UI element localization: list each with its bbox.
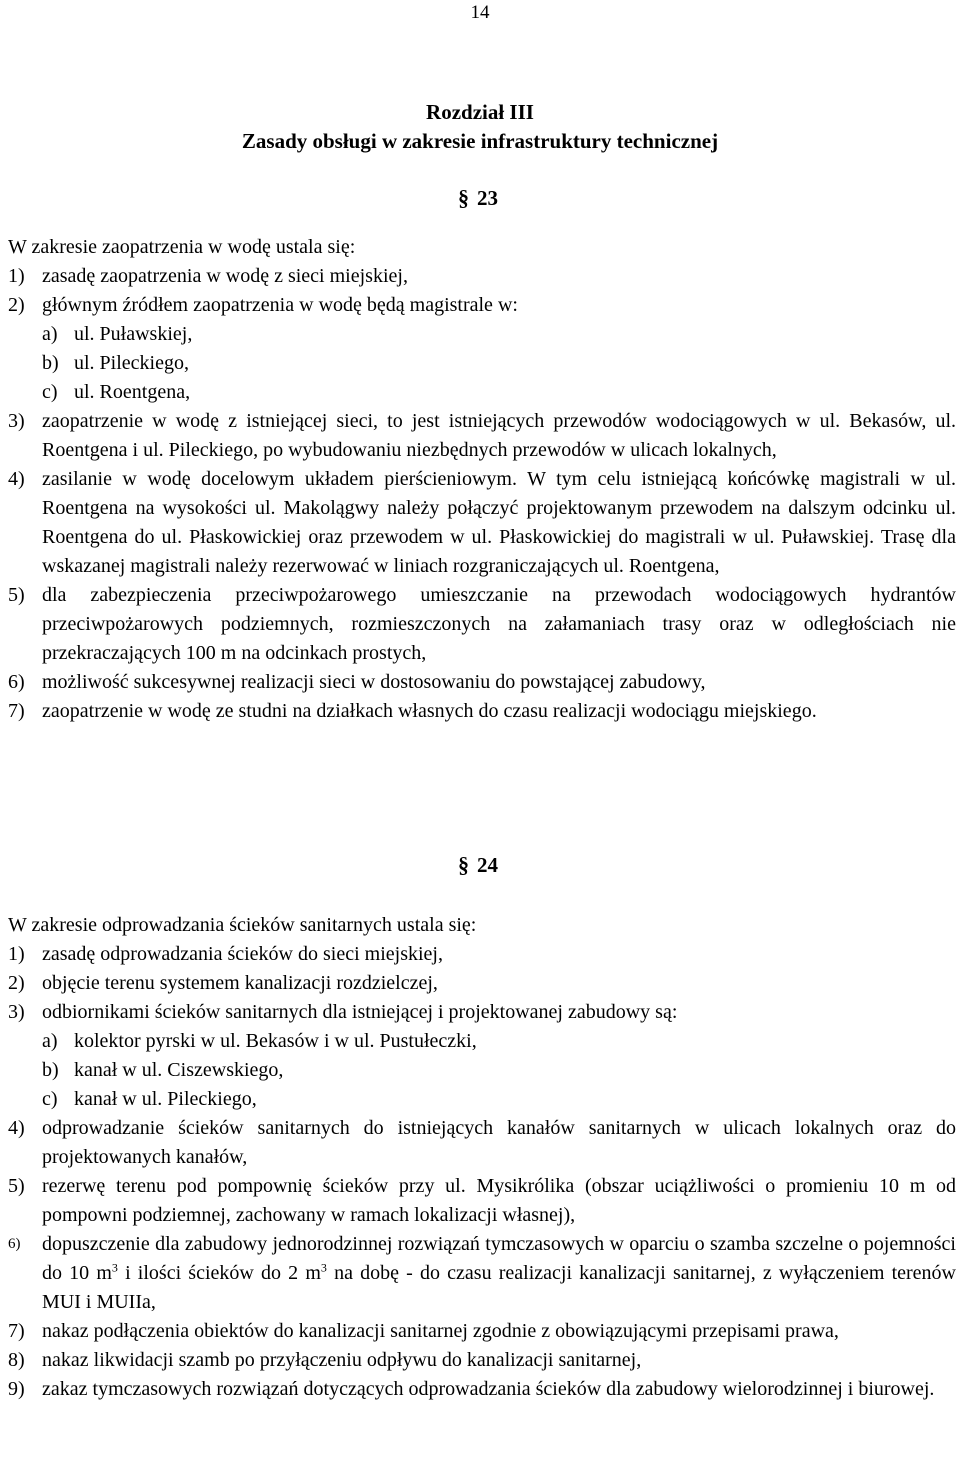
sub-list-item: b) kanał w ul. Ciszewskiego, (42, 1059, 284, 1081)
list-item: 4) odprowadzanie ścieków sanitarnych do istniejących kanałów sanitarnych w ulicach lokalnych oraz do projektowanych kanałów, (8, 1117, 956, 1168)
list-item: 2) objęcie terenu systemem kanalizacji rozdzielczej, (8, 972, 438, 994)
list-item: 5) dla zabezpieczenia przeciwpożarowego umieszczanie na przewodach wodociągowych hydrantów przeciwpożarowych podziemnych, rozmieszczonych na załamaniach trasy oraz w odległościach nie przekraczających 100 m na odcinkach prostych, (8, 584, 956, 664)
list-item: 1) zasadę odprowadzania ścieków do sieci miejskiej, (8, 943, 443, 965)
section-23-heading (458, 185, 498, 211)
chapter-heading (0, 98, 960, 156)
chapter-subtitle: Zasady obsługi w zakresie infrastruktury technicznej (241, 129, 719, 153)
section-number: 24 (477, 853, 498, 877)
paragraph-symbol: § (458, 185, 469, 210)
sub-list-item: a) kolektor pyrski w ul. Bekasów i w ul. Pustułeczki, (42, 1030, 477, 1052)
paragraph-symbol: § (458, 852, 469, 877)
list-item: 8) nakaz likwidacji szamb po przyłączeniu odpływu do kanalizacji sanitarnej, (8, 1349, 642, 1371)
list-item: 3) zaopatrzenie w wodę z istniejącej sieci, to jest istniejących przewodów wodociągowych w ul. Bekasów, ul. Roentgena i ul. Pileckiego, po wybudowaniu niezbędnych przewodów w ulicach lokalnych, (8, 410, 956, 461)
section-number: 23 (477, 186, 498, 210)
list-item: 6) możliwość sukcesywnej realizacji sieci w dostosowaniu do powstającej zabudowy, (8, 671, 706, 693)
sub-list-item: c) kanał w ul. Pileckiego, (42, 1088, 257, 1110)
sub-list-item: b) ul. Pileckiego, (42, 352, 189, 374)
list-item: 7) zaopatrzenie w wodę ze studni na działkach własnych do czasu realizacji wodociągu miejskiego. (8, 700, 817, 722)
section-24-heading (458, 852, 498, 878)
list-item: 6) dopuszczenie dla zabudowy jednorodzinnej rozwiązań tymczasowych w oparciu o szamba szczelne o pojemności do 10 $m^3$ i ilości ścieków do 2 $m^3$ na dobę - do czasu realizacji kanalizacji sanitarnej, z wyłączeniem terenów MUI i MUIIa, (8, 1233, 957, 1313)
list-item: 5) rezerwę terenu pod pompownię ścieków przy ul. Mysikrólika (obszar uciążliwości o promieniu 10 m od pompowni podziemnej, zachowany w ramach lokalizacji własnej), (8, 1175, 956, 1226)
list-item: 9) zakaz tymczasowych rozwiązań dotyczących odprowadzania ścieków dla zabudowy wielorodzinnej i biurowej. (8, 1378, 935, 1400)
sub-list-item: a) ul. Puławskiej, (42, 323, 193, 345)
list-item: 1) zasadę zaopatrzenia w wodę z sieci miejskiej, (8, 265, 408, 287)
list-item: 3) odbiornikami ścieków sanitarnych dla istniejącej i projektowanej zabudowy są: (8, 1001, 678, 1023)
section-23-body (8, 233, 956, 726)
section-intro: W zakresie zaopatrzenia w wodę ustala się: (8, 236, 356, 258)
chapter-title: Rozdział III (426, 100, 534, 124)
sub-list-item: c) ul. Roentgena, (42, 381, 191, 403)
page-number: 14 (470, 2, 490, 23)
list-item: 4) zasilanie w wodę docelowym układem pierścieniowym. W tym celu istniejącą końcówkę magistrali w ul. Roentgena na wysokości ul. Makolągwy należy połączyć projektowanym przewodem na dalszym odcinku ul. Roentgena do ul. Płaskowickiej oraz przewodem w ul. Płaskowickiej do magistrali w ul. Puławskiej. Trasę dla wskazanej magistrali należy rezerwować w liniach rozgraniczających ul. Roentgena, (8, 468, 956, 577)
list-item: 2) głównym źródłem zaopatrzenia w wodę będą magistrale w: (8, 294, 518, 316)
list-item: 7) nakaz podłączenia obiektów do kanalizacji sanitarnej zgodnie z obowiązującymi przepisami prawa, (8, 1320, 839, 1342)
section-24-body (8, 911, 956, 1404)
section-intro: W zakresie odprowadzania ścieków sanitarnych ustala się: (8, 914, 477, 936)
